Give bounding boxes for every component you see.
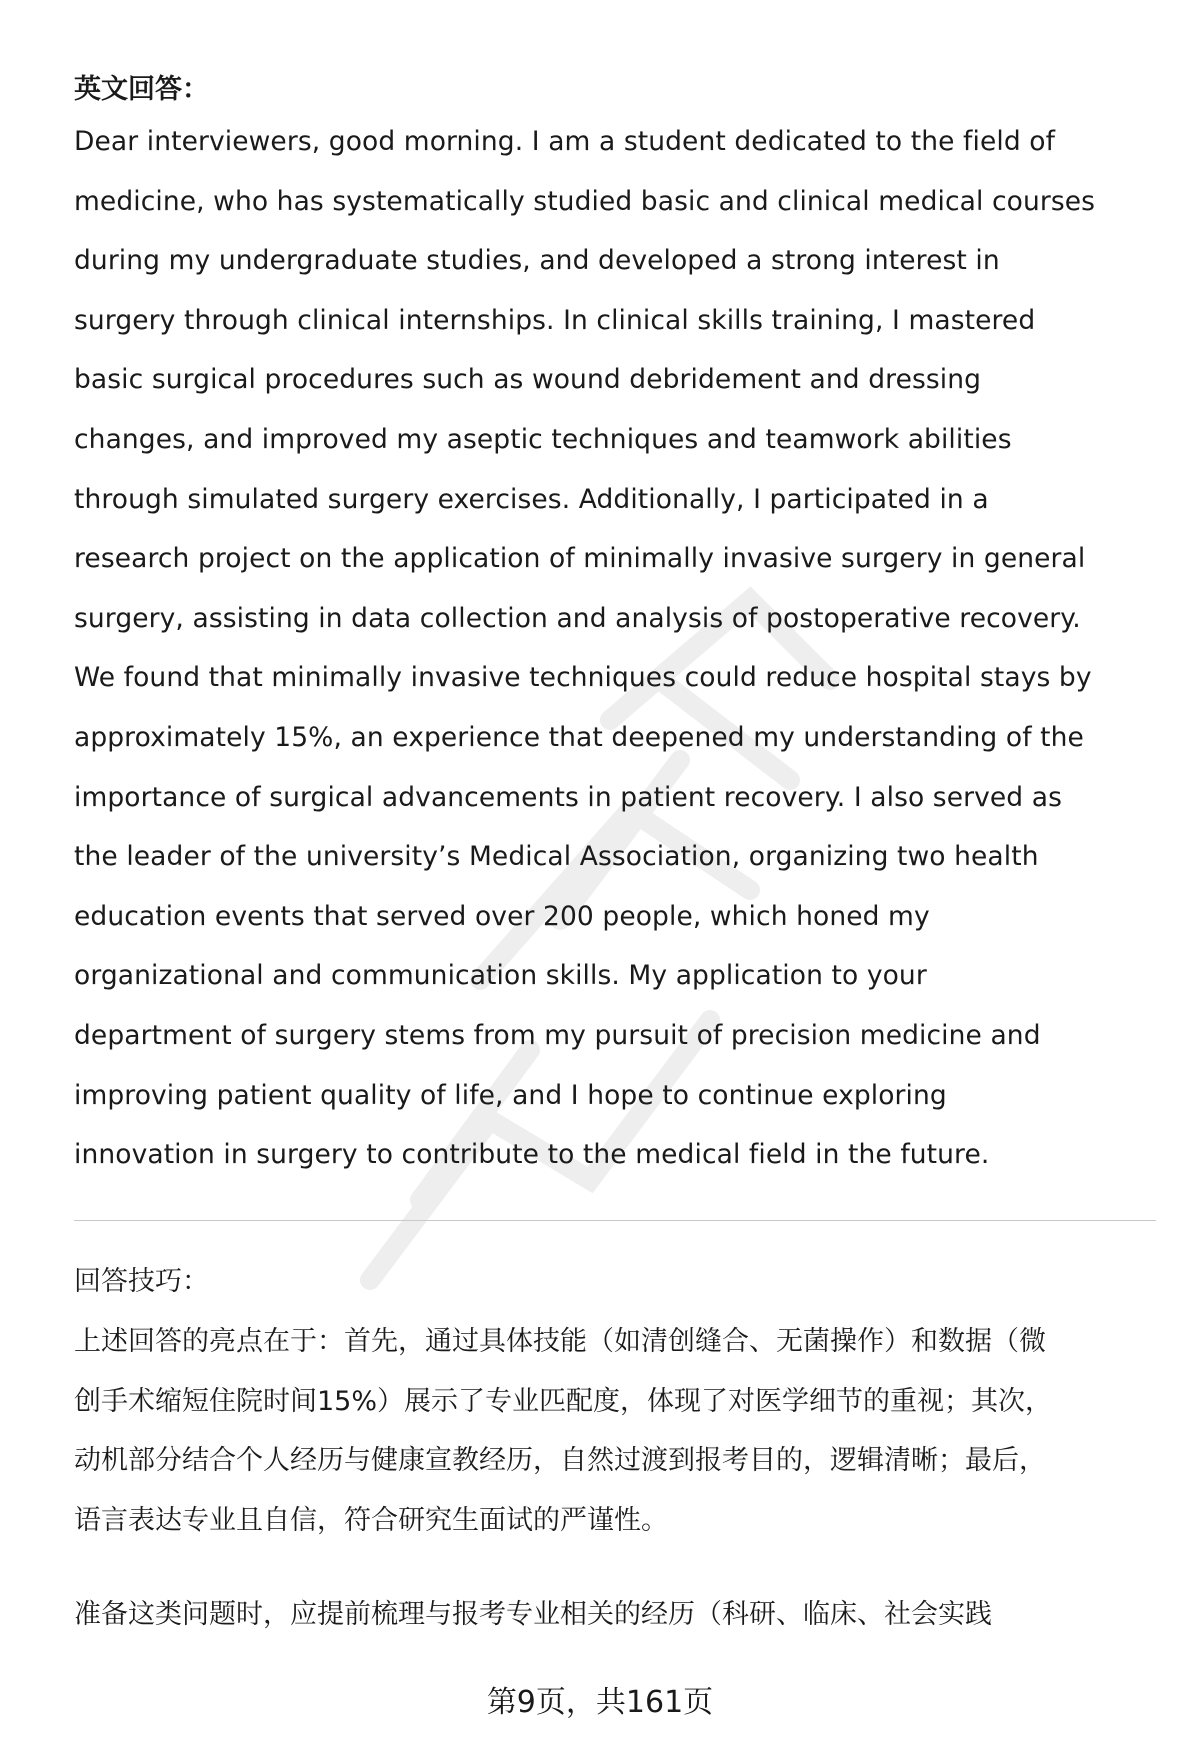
answer-line: organizational and communication skills. My application to your (74, 960, 927, 992)
answer-line: importance of surgical advancements in patient recovery. I also served as (74, 781, 1062, 813)
tips-paragraph (74, 1322, 1156, 1560)
answer-line: improving patient quality of life, and I hope to continue exploring (74, 1079, 947, 1111)
tips-line: 创手术缩短住院时间15%）展示了专业匹配度，体现了对医学细节的重视；其次， (74, 1385, 1053, 1417)
answer-line: during my undergraduate studies, and developed a strong interest in (74, 245, 1000, 277)
tips-line: 动机部分结合个人经历与健康宣教经历，自然过渡到报考目的，逻辑清晰；最后， (74, 1445, 1046, 1477)
answer-line: through simulated surgery exercises. Additionally, I participated in a (74, 483, 989, 515)
answer-line: basic surgical procedures such as wound debridement and dressing (74, 364, 982, 396)
tips-heading: 回答技巧： (74, 1266, 209, 1297)
answer-line: innovation in surgery to contribute to the medical field in the future. (74, 1139, 990, 1171)
answer-line: medicine, who has systematically studied basic and clinical medical courses (74, 185, 1096, 217)
english-answer-paragraph (74, 122, 1154, 1195)
section-divider (74, 1220, 1156, 1221)
tips-line: 上述回答的亮点在于：首先，通过具体技能（如清创缝合、无菌操作）和数据（微 (74, 1326, 1046, 1357)
answer-line: Dear interviewers, good morning. I am a student dedicated to the field of (74, 126, 1056, 157)
preparation-paragraph (74, 1595, 1156, 1635)
answer-heading: 英文回答： (74, 74, 209, 105)
answer-line: changes, and improved my aseptic techniques and teamwork abilities (74, 423, 1012, 455)
tips-line: 语言表达专业且自信，符合研究生面试的严谨性。 (74, 1504, 668, 1536)
answer-line: department of surgery stems from my pursuit of precision medicine and (74, 1019, 1041, 1051)
prep-line: 准备这类问题时，应提前梳理与报考专业相关的经历（科研、临床、社会实践 (74, 1599, 992, 1630)
answer-line: the leader of the university’s Medical Association, organizing two health (74, 841, 1039, 873)
answer-line: surgery, assisting in data collection and analysis of postoperative recovery. (74, 602, 1081, 634)
answer-line: surgery through clinical internships. In clinical skills training, I mastered (74, 304, 1036, 336)
answer-line: research project on the application of minimally invasive surgery in general (74, 543, 1086, 575)
answer-line: We found that minimally invasive techniques could reduce hospital stays by (74, 662, 1092, 694)
answer-line: approximately 15%, an experience that deepened my understanding of the (74, 721, 1084, 753)
page-indicator: 第9页，共161页 (486, 1685, 714, 1720)
answer-line: education events that served over 200 people, which honed my (74, 900, 930, 932)
